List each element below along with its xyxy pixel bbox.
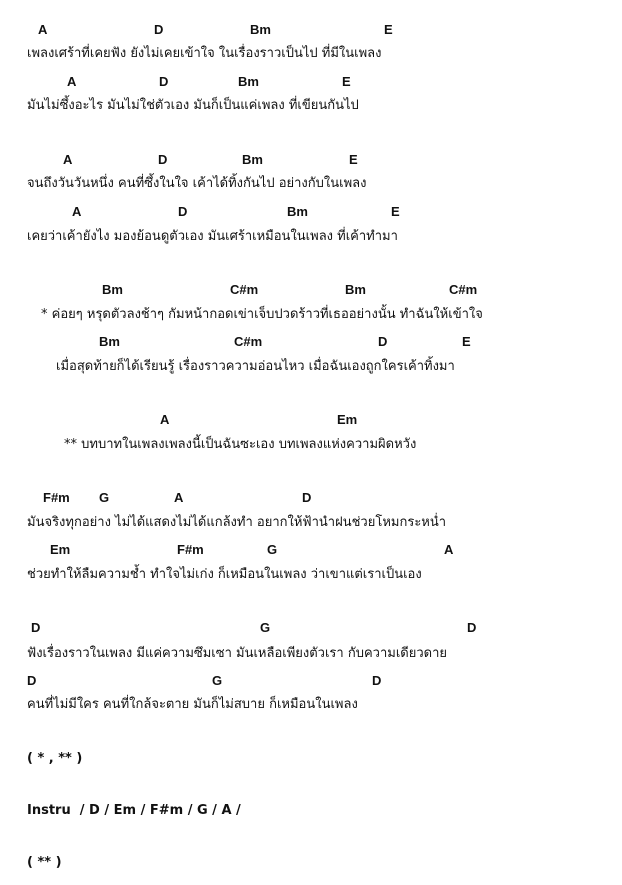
chord-row <box>0 542 622 558</box>
chord-row <box>0 490 622 506</box>
chord: G <box>212 673 223 688</box>
chord: D <box>27 673 37 688</box>
chord-row <box>0 22 622 38</box>
chord: G <box>260 620 271 635</box>
chord-row <box>0 412 622 428</box>
lyric-line: ฟังเรื่องราวในเพลง มีแค่ความซึมเซา มันเหลือเพียงตัวเรา กับความเดียวดาย <box>27 646 447 661</box>
chord: Bm <box>102 282 123 297</box>
chord: F#m <box>43 490 70 505</box>
lyric-line: มันจริงทุกอย่าง ไม่ได้แสดงไม่ได้แกล้งทำ อยากให้ฟ้านำฝนช่วยโหมกระหน่ำ <box>27 515 447 530</box>
chord: C#m <box>234 334 263 349</box>
lyric-line: ช่วยทำให้ลืมความช้ำ ทำใจไม่เก่ง ก็เหมือนในเพลง ว่าเขาแต่เราเป็นเอง <box>27 567 422 582</box>
chord-row <box>0 620 622 636</box>
chord-row <box>0 673 622 689</box>
chord: D <box>31 620 41 635</box>
chord: Bm <box>287 204 308 219</box>
chord: Bm <box>242 152 263 167</box>
chord: D <box>372 673 382 688</box>
chord-row <box>0 282 622 298</box>
chord: Em <box>337 412 358 427</box>
chord: D <box>378 334 388 349</box>
repeat-marker: ( ** ) <box>27 855 62 870</box>
chord: A <box>38 22 48 37</box>
chord: Bm <box>250 22 271 37</box>
instrumental-line: Instru / D / Em / F#m / G / A / <box>27 803 241 818</box>
chord: F#m <box>177 542 204 557</box>
lyric-line: จนถึงวันวันหนึ่ง คนที่ซึ้งในใจ เค้าได้ทิ้งกันไป อย่างกับในเพลง <box>27 176 367 191</box>
chord: E <box>342 74 351 89</box>
lyric-line: เมื่อสุดท้ายก็ได้เรียนรู้ เรื่องราวความอ่อนไหว เมื่อฉันเองถูกใครเค้าทิ้งมา <box>56 359 455 374</box>
chord: A <box>72 204 82 219</box>
chord: E <box>384 22 393 37</box>
chord: D <box>154 22 164 37</box>
chord-row <box>0 152 622 168</box>
chord: E <box>391 204 400 219</box>
chord-row <box>0 74 622 90</box>
chord-row <box>0 204 622 220</box>
repeat-marker: ( * , ** ) <box>27 751 83 766</box>
chord: A <box>160 412 170 427</box>
lyric-line: เคยว่าเค้ายังไง มองย้อนดูตัวเอง มันเศร้าเหมือนในเพลง ที่เค้าทำมา <box>27 229 398 244</box>
chord: A <box>67 74 77 89</box>
chord: C#m <box>230 282 259 297</box>
chord: C#m <box>449 282 478 297</box>
chord: G <box>267 542 278 557</box>
chord: D <box>159 74 169 89</box>
lyric-line: เพลงเศร้าที่เคยฟัง ยังไม่เคยเข้าใจ ในเรื่องราวเป็นไป ที่มีในเพลง <box>27 46 382 61</box>
chord: Bm <box>99 334 120 349</box>
lyric-line: มันไม่ซึ้งอะไร มันไม่ใช่ตัวเอง มันก็เป็นแค่เพลง ที่เขียนกันไป <box>27 98 359 113</box>
chord: D <box>302 490 312 505</box>
chord: D <box>467 620 477 635</box>
lyric-line: ** บทบาทในเพลงเพลงนี้เป็นฉันซะเอง บทเพลงแห่งความผิดหวัง <box>64 437 417 452</box>
chord: D <box>158 152 168 167</box>
chord: G <box>99 490 110 505</box>
lyric-line: คนที่ไม่มีใคร คนที่ใกล้จะตาย มันก็ไม่สบาย ก็เหมือนในเพลง <box>27 697 358 712</box>
chord: E <box>349 152 358 167</box>
chord: E <box>462 334 471 349</box>
lyric-line: * ค่อยๆ หรุดตัวลงช้าๆ กัมหน้ากอดเข่าเจ็บปวดร้าวที่เธออย่างนั้น ทำฉันให้เข้าใจ <box>41 307 483 322</box>
chord: A <box>444 542 454 557</box>
chord: A <box>63 152 73 167</box>
chord: A <box>174 490 184 505</box>
chord: Em <box>50 542 71 557</box>
chord: Bm <box>238 74 259 89</box>
chord: D <box>178 204 188 219</box>
chord-row <box>0 334 622 350</box>
chord: Bm <box>345 282 366 297</box>
